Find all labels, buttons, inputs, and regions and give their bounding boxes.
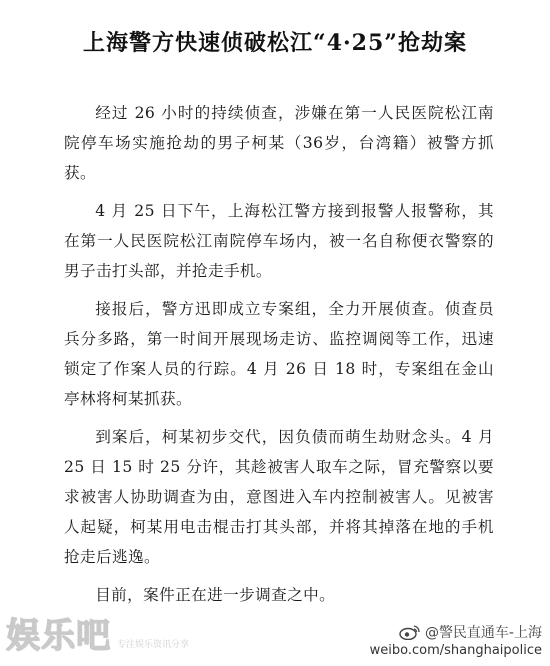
document-body bbox=[64, 98, 494, 618]
paragraph-3: 接报后，警方迅即成立专案组，全力开展侦查。侦查员兵分多路，第一时间开展现场走访、监控调阅等工作，迅速锁定了作案人员的行踪。4 月 26 日 18 时，专案组在金山亭林将柯某抓获。 bbox=[64, 300, 494, 408]
watermark-account-row bbox=[370, 622, 542, 642]
paragraph-5: 目前，案件正在进一步调查之中。 bbox=[95, 586, 336, 604]
paragraph-2: 4 月 25 日下午，上海松江警方接到报警人报警称，其在第一人民医院松江南院停车场内，被一名自称便衣警察的男子击打头部，并抢走手机。 bbox=[64, 202, 494, 280]
document-title: 上海警方快速侦破松江“4·25”抢劫案 bbox=[83, 30, 467, 56]
watermark-logo-subtext: 专注娱乐资讯分享 bbox=[117, 640, 190, 650]
watermark-account-name: @警民直通车-上海 bbox=[424, 625, 542, 641]
watermark-weibo bbox=[370, 622, 542, 658]
paragraph-4: 到案后，柯某初步交代，因负债而萌生劫财念头。4 月 25 日 15 时 25 分许，其趁被害人取车之际，冒充警察以要求被害人协助调查为由，意图进入车内控制被害人。见被害人起疑，柯某用电击棍击打其头部，并将其掉落在地的手机抢走后逃逸。 bbox=[64, 428, 494, 566]
watermark-url: weibo.com/shanghaipolice bbox=[369, 643, 542, 658]
watermark-logo-text: 娱乐吧 bbox=[6, 616, 111, 656]
paragraph-1: 经过 26 小时的持续侦查，涉嫌在第一人民医院松江南院停车场实施抢劫的男子柯某（36岁，台湾籍）被警方抓获。 bbox=[64, 104, 494, 182]
weibo-icon bbox=[399, 624, 421, 640]
watermark-logo-left bbox=[6, 616, 189, 656]
